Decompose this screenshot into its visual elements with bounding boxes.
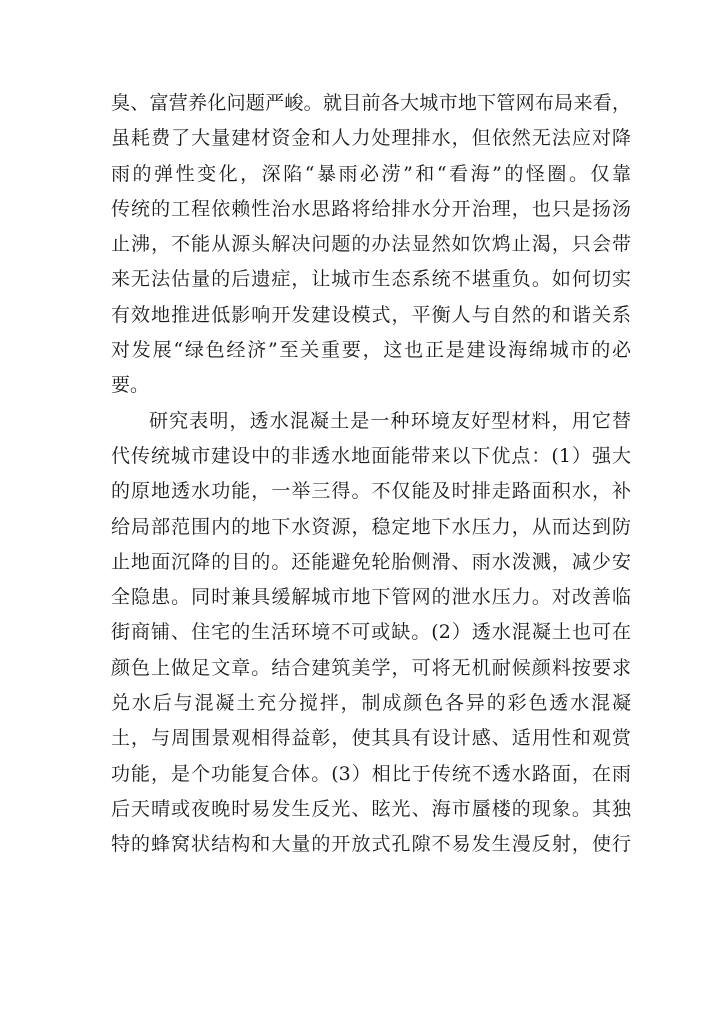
text-line: 功能，是个功能复合体。(3）相比于传统不透水路面，在雨: [111, 762, 631, 785]
text-line: 研究表明，透水混凝土是一种环境友好型材料，用它替: [149, 409, 631, 432]
text-line: 止地面沉降的目的。还能避免轮胎侧滑、雨水泼溅，减少安: [111, 550, 631, 573]
text-line: 虽耗费了大量建材资金和人力处理排水，但依然无法应对降: [111, 127, 631, 150]
text-line: 代传统城市建设中的非透水地面能带来以下优点：(1）强大: [111, 444, 631, 467]
text-line: 街商铺、住宅的生活环境不可或缺。(2）透水混凝土也可在: [111, 621, 631, 644]
text-line: 的原地透水功能，一举三得。不仅能及时排走路面积水，补: [111, 480, 631, 503]
text-line: 兑水后与混凝土充分搅拌，制成颜色各异的彩色透水混凝: [111, 692, 631, 715]
text-line: 颜色上做足文章。结合建筑美学，可将无机耐候颜料按要求: [111, 656, 631, 679]
text-line: 止沸，不能从源头解决问题的办法显然如饮鸩止渴，只会带: [111, 233, 631, 256]
paragraph-2: [111, 404, 631, 863]
text-line: 雨的弹性变化，深陷“暴雨必涝”和“看海”的怪圈。仅靠: [111, 162, 631, 185]
text-line: 有效地推进低影响开发建设模式，平衡人与自然的和谐关系: [111, 303, 631, 326]
text-line: 给局部范围内的地下水资源，稳定地下水压力，从而达到防: [111, 515, 631, 538]
text-line: 来无法估量的后遗症，让城市生态系统不堪重负。如何切实: [111, 268, 631, 291]
body-text: [111, 86, 631, 863]
text-line: 臭、富营养化问题严峻。就目前各大城市地下管网布局来看，: [111, 92, 631, 114]
text-line: 对发展“绿色经济”至关重要，这也正是建设海绵城市的必: [111, 339, 631, 362]
paragraph-1: [111, 86, 631, 404]
text-line: 土，与周围景观相得益彰，使其具有设计感、适用性和观赏: [111, 727, 631, 750]
text-line: 要。: [111, 374, 150, 397]
text-line: 传统的工程依赖性治水思路将给排水分开治理，也只是扬汤: [111, 197, 631, 220]
text-line: 后天晴或夜晚时易发生反光、眩光、海市蜃楼的现象。其独: [111, 797, 631, 820]
text-line: 全隐患。同时兼具缓解城市地下管网的泄水压力。对改善临: [111, 586, 631, 609]
text-line: 特的蜂窝状结构和大量的开放式孔隙不易发生漫反射，使行: [111, 833, 631, 856]
